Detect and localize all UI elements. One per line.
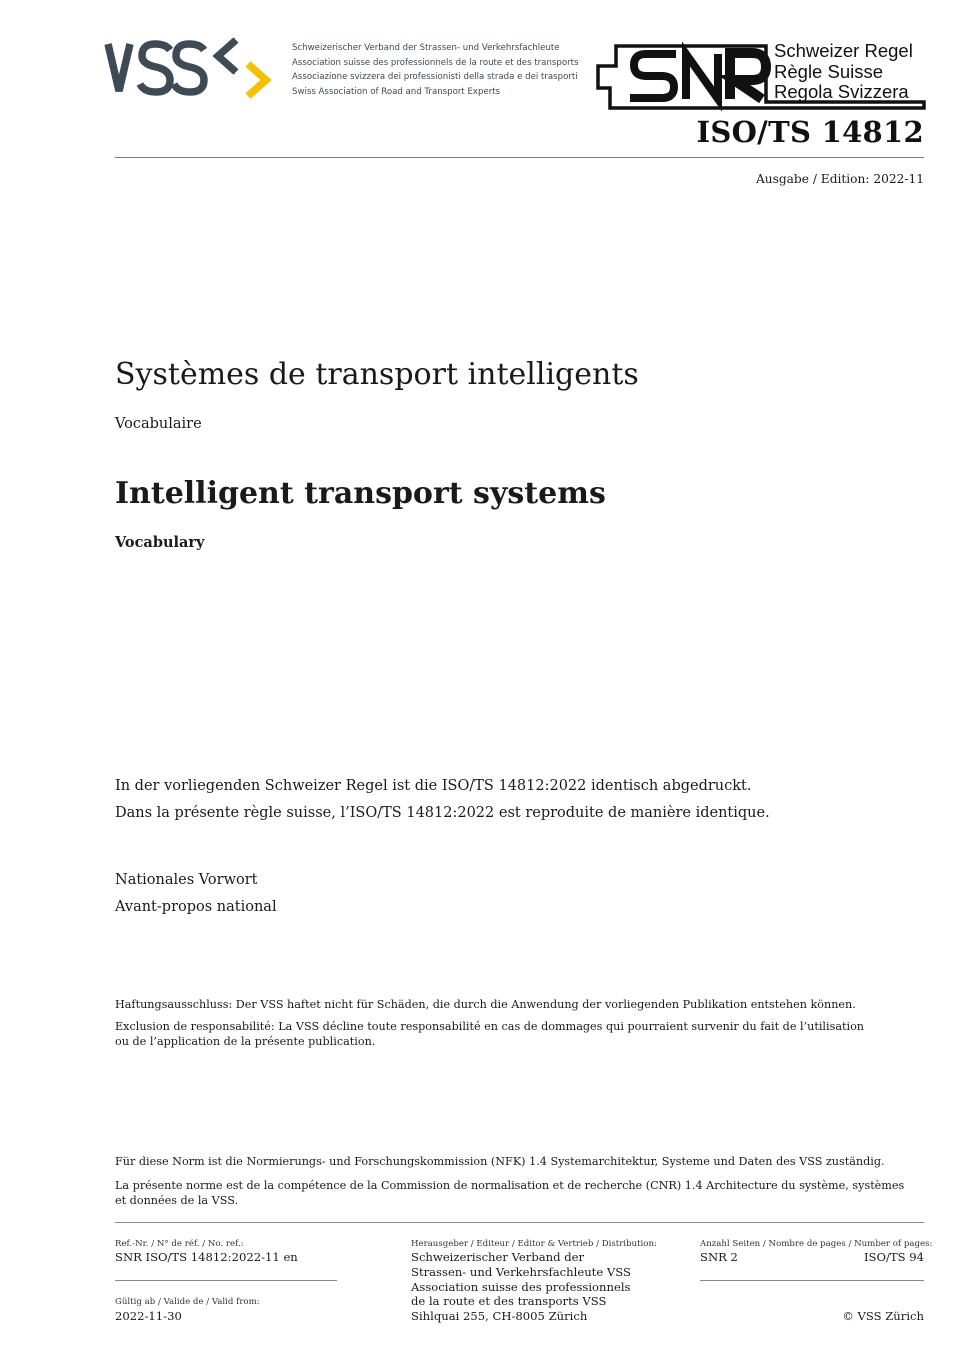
association-line-en: Swiss Association of Road and Transport Experts <box>292 86 501 97</box>
footer-column-divider <box>700 1280 924 1281</box>
association-names <box>292 41 578 99</box>
committee-note-german: Für diese Norm ist die Normierungs- und Forschungskommission (NFK) 1.4 Systemarchitektur, Systeme und Daten des VSS zuständig. <box>115 1155 885 1168</box>
rule-type-fr: Règle Suisse <box>774 60 884 82</box>
publisher-line: Strassen- und Verkehrsfachleute VSS <box>411 1264 631 1279</box>
page-count-iso: ISO/TS 94 <box>863 1250 924 1264</box>
national-foreword-french: Avant-propos national <box>115 899 277 915</box>
national-foreword-german: Nationales Vorwort <box>115 872 258 888</box>
committee-note-french: La présente norme est de la compétence de la Commission de normalisation et de recherche (CNR) 1.4 Architecture du système, systèmes et données de la VSS. <box>115 1179 905 1207</box>
footer-column-divider <box>115 1280 337 1281</box>
vss-logo <box>104 36 276 100</box>
publisher-line: Sihlquai 255, CH-8005 Zürich <box>411 1309 588 1324</box>
title-english: Intelligent transport systems <box>115 476 606 511</box>
disclaimer-german: Haftungsausschluss: Der VSS haftet nicht für Schäden, die durch die Anwendung der vorliegenden Publikation entstehen können. <box>115 998 856 1011</box>
identical-note-german: In der vorliegenden Schweizer Regel ist die ISO/TS 14812:2022 identisch abgedruckt. <box>115 778 752 794</box>
disclaimer-french: Exclusion de responsabilité: La VSS décline toute responsabilité en cas de dommages qui pourraient survenir du fait de l’utilisation ou de l’application de la présente publication. <box>115 1020 865 1048</box>
association-line-de: Schweizerischer Verband der Strassen- und Verkehrsfachleute <box>292 43 560 53</box>
publisher-line: Schweizerischer Verband der <box>411 1250 585 1264</box>
association-line-fr: Association suisse des professionnels de la route et des transports <box>292 57 579 68</box>
page-count-label: Anzahl Seiten / Nombre de pages / Number of pages: <box>700 1239 933 1249</box>
rule-type-de: Schweizer Regel <box>774 40 913 61</box>
valid-from-date: 2022-11-30 <box>115 1309 182 1323</box>
publisher-label: Herausgeber / Editeur / Editor & Vertrieb / Distribution: <box>411 1239 657 1249</box>
rule-type-it: Regola Svizzera <box>774 81 909 102</box>
copyright: © VSS Zürich <box>842 1309 924 1323</box>
reference-label: Ref.-Nr. / N° de réf. / No. ref.: <box>115 1239 244 1249</box>
standard-number: ISO/TS 14812 <box>696 115 924 149</box>
title-french: Systèmes de transport intelligents <box>115 357 639 392</box>
header-divider <box>115 157 924 158</box>
publisher-line: de la route et des transports VSS <box>411 1294 607 1309</box>
reference-number: SNR ISO/TS 14812:2022-11 en <box>115 1250 298 1264</box>
association-line-it: Associazione svizzera dei professionisti della strada e dei trasporti <box>292 72 578 82</box>
footer-divider <box>115 1222 924 1223</box>
publisher-line: Association suisse des professionnels <box>411 1279 631 1294</box>
subtitle-french: Vocabulaire <box>115 416 202 432</box>
page-count-snr: SNR 2 <box>700 1250 738 1264</box>
rule-type-names <box>774 41 913 103</box>
publisher-address <box>411 1250 631 1324</box>
valid-from-label: Gültig ab / Valide de / Valid from: <box>115 1297 260 1307</box>
subtitle-english: Vocabulary <box>115 534 205 551</box>
identical-note-french: Dans la présente règle suisse, l’ISO/TS 14812:2022 est reproduite de manière identique. <box>115 805 770 821</box>
edition-date: Ausgabe / Edition: 2022-11 <box>755 172 924 186</box>
